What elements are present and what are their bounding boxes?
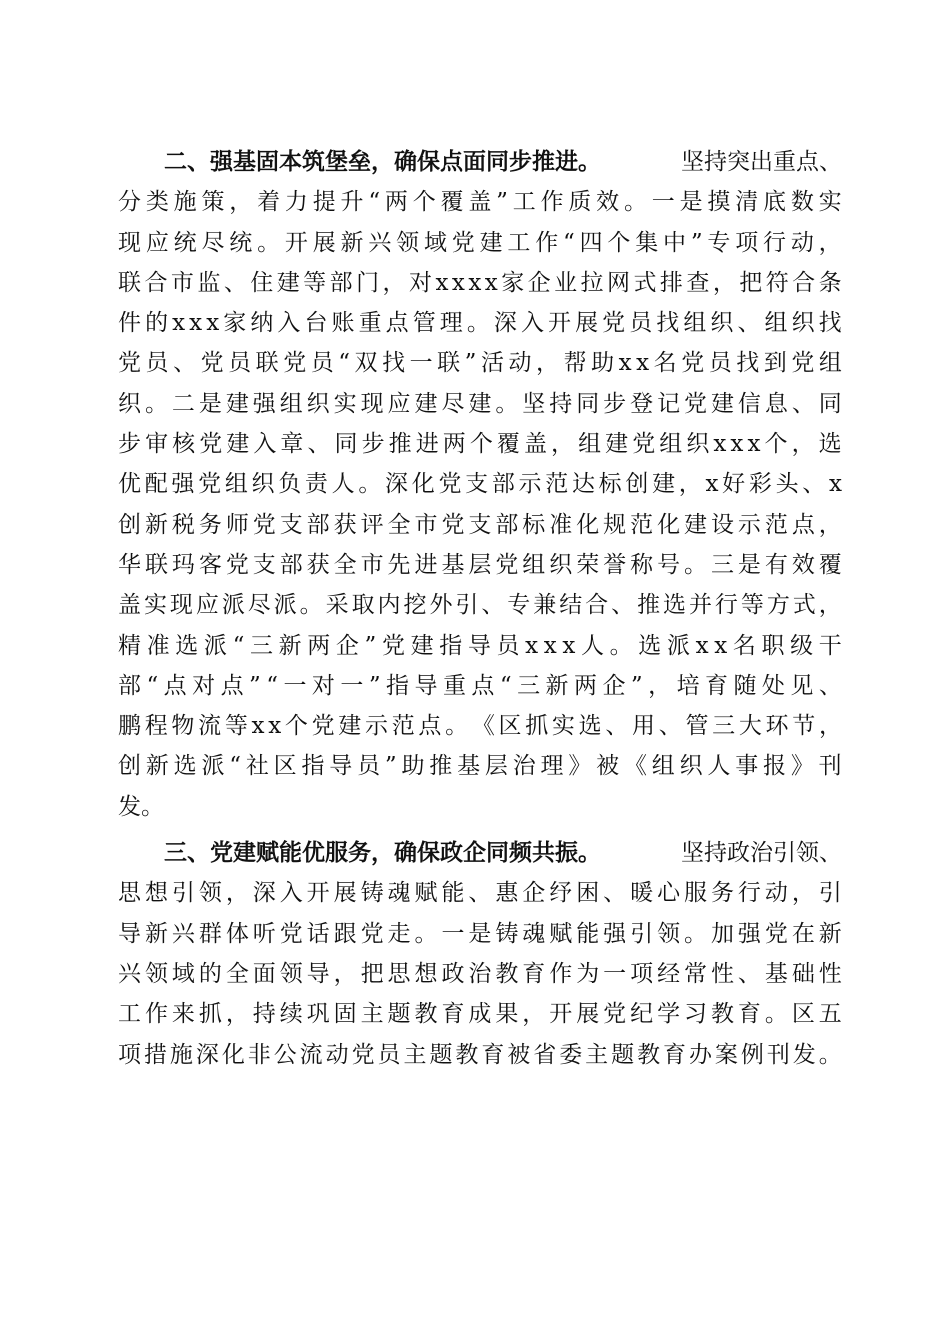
paragraph-line: 导 新 兴 群 体 听 党 话 跟 党 走 。 一 是 铸 魂 赋 能 强 引 领 。 加 强 党 在 新 <box>118 920 842 947</box>
paragraph-line: 分 类 施 策 ， 着 力 提 升 “ 两 个 覆 盖 ” 工 作 质 效 。 一 是 摸 清 底 数 实 <box>118 189 842 216</box>
section-heading: 二、强基固本筑堡垒，确保点面同步推进。 <box>164 148 601 175</box>
paragraph-line: 织 。 二 是 建 强 组 织 实 现 应 建 尽 建 。 坚 持 同 步 登 记 党 建 信 息 、 同 <box>118 390 842 417</box>
paragraph-line: 联 合 市 监 、 住 建 等 部 门 ， 对 x x x x 家 企 业 拉 网 式 排 查 ， 把 符 合 条 <box>118 269 842 296</box>
paragraph-line: 精 准 选 派 “ 三 新 两 企 ” 党 建 指 导 员 x x x 人 。 选 派 x x 名 职 级 干 <box>118 632 842 659</box>
paragraph-line: 现 应 统 尽 统 。 开 展 新 兴 领 域 党 建 工 作 “ 四 个 集 中 ” 专 项 行 动 ， <box>118 229 842 256</box>
paragraph-line: 兴 领 域 的 全 面 领 导 ， 把 思 想 政 治 教 育 作 为 一 项 经 常 性 、 基 础 性 <box>118 960 842 987</box>
paragraph-line: 思 想 引 领 ， 深 入 开 展 铸 魂 赋 能 、 惠 企 纾 困 、 暖 心 服 务 行 动 ， 引 <box>118 880 842 907</box>
paragraph-line: 发。 <box>118 793 164 820</box>
paragraph-line: 创 新 选 派 “ 社 区 指 导 员 ” 助 推 基 层 治 理 》 被 《 组 织 人 事 报 》 刊 <box>118 753 842 780</box>
paragraph-line: 华 联 玛 客 党 支 部 获 全 市 先 进 基 层 党 组 织 荣 誉 称 号 。 三 是 有 效 覆 <box>118 551 842 578</box>
paragraph-line: 鹏 程 物 流 等 x x 个 党 建 示 范 点 。 《 区 抓 实 选 、 用 、 管 三 大 环 节 ， <box>118 713 842 740</box>
paragraph-line: 优 配 强 党 组 织 负 责 人 。 深 化 党 支 部 示 范 达 标 创 建 ， x 好 彩 头 、 x <box>118 471 842 498</box>
paragraph-line: 工 作 来 抓 ， 持 续 巩 固 主 题 教 育 成 果 ， 开 展 党 纪 学 习 教 育 。 区 五 <box>118 1001 842 1028</box>
paragraph-line: 件 的 x x x 家 纳 入 台 账 重 点 管 理 。 深 入 开 展 党 员 找 组 织 、 组 织 找 <box>118 310 842 337</box>
paragraph-line <box>118 142 842 182</box>
paragraph-line: 党 员 、 党 员 联 党 员 “ 双 找 一 联 ” 活 动 ， 帮 助 x x 名 党 员 找 到 党 组 <box>118 350 842 377</box>
paragraph-line <box>118 833 842 873</box>
line-text: 坚持政治引领、 <box>681 840 842 867</box>
line-text: 坚持突出重点、 <box>681 149 842 175</box>
document-body <box>118 142 842 1075</box>
paragraph-line: 盖 实 现 应 派 尽 派 。 采 取 内 挖 外 引 、 专 兼 结 合 、 推 选 并 行 等 方 式 ， <box>118 592 842 619</box>
section-heading: 三、党建赋能优服务，确保政企同频共振。 <box>164 839 601 867</box>
paragraph-line: 项 措 施 深 化 非 公 流 动 党 员 主 题 教 育 被 省 委 主 题 教 育 办 案 例 刊 发 。 <box>118 1041 842 1068</box>
paragraph-line: 创 新 税 务 师 党 支 部 获 评 全 市 党 支 部 标 准 化 规 范 化 建 设 示 范 点 ， <box>118 511 842 538</box>
paragraph-line: 步 审 核 党 建 入 章 、 同 步 推 进 两 个 覆 盖 ， 组 建 党 组 织 x x x 个 ， 选 <box>118 431 842 458</box>
paragraph-line: 部 “ 点 对 点 ” “ 一 对 一 ” 指 导 重 点 “ 三 新 两 企 ” ， 培 育 随 处 见 、 <box>118 672 842 699</box>
